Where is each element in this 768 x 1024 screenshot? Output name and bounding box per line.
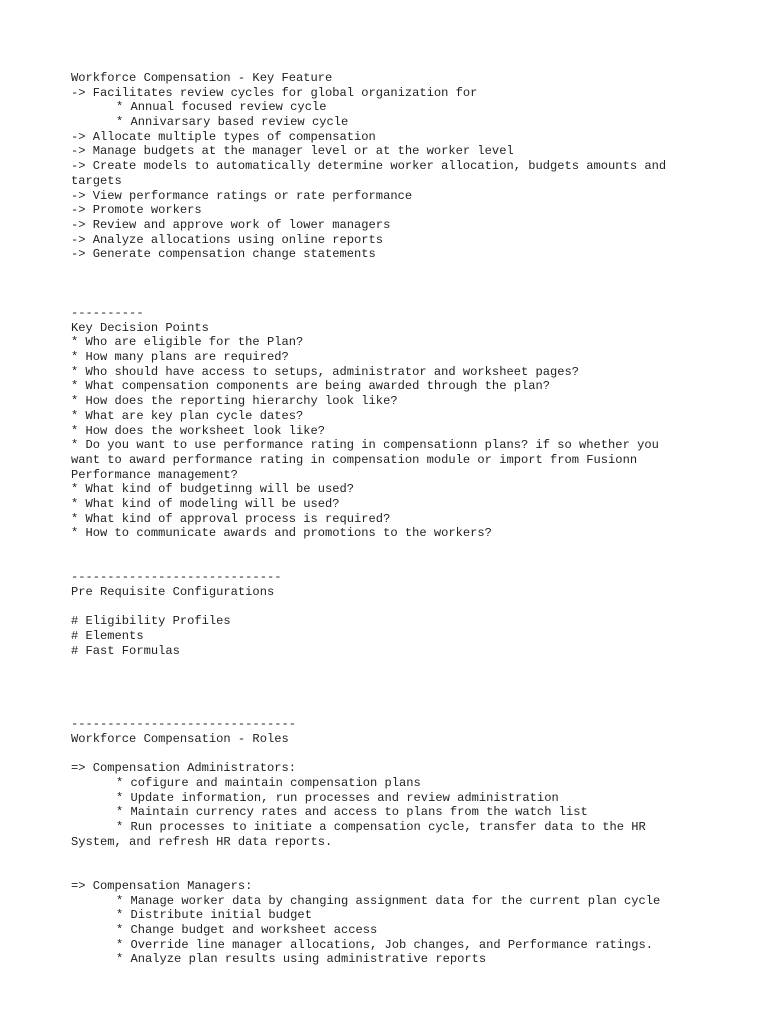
text-line: * How does the worksheet look like? [71, 423, 326, 438]
blank-line [71, 864, 711, 879]
blank-line [71, 277, 711, 292]
text-line: * What kind of modeling will be used? [71, 496, 340, 511]
blank-line [71, 291, 711, 306]
text-line: => Compensation Managers: [71, 878, 253, 893]
text-line: ----------------------------- [71, 570, 282, 585]
text-line: * Change budget and worksheet access [116, 922, 378, 937]
text-line: want to award performance rating in compensation module or import from Fusionn [71, 452, 638, 467]
text-line: Workforce Compensation - Key Feature [71, 71, 333, 85]
document-page [71, 71, 711, 967]
blank-line [71, 688, 711, 703]
text-line: * cofigure and maintain compensation plans [116, 776, 421, 790]
text-line: => Compensation Administrators: [71, 761, 296, 776]
text-line: * Run processes to initiate a compensation cycle, transfer data to the HR [116, 820, 646, 835]
text-line: * Manage worker data by changing assignment data for the current plan cycle [116, 893, 661, 908]
blank-line [71, 703, 711, 718]
text-line: * Do you want to use performance rating in compensationn plans? if so whether you [71, 438, 659, 453]
text-line: -> Create models to automatically determine worker allocation, budgets amounts and [71, 159, 667, 174]
text-line: Workforce Compensation - Roles [71, 731, 289, 746]
text-line: * How to communicate awards and promotions to the workers? [71, 526, 492, 541]
blank-line [71, 849, 711, 864]
blank-line [71, 262, 711, 277]
text-line: * Override line manager allocations, Job changes, and Performance ratings. [116, 937, 654, 952]
text-line: -> Facilitates review cycles for global organization for [71, 85, 478, 100]
text-line: * What compensation components are being awarded through the plan? [71, 379, 550, 394]
text-line: Performance management? [71, 467, 238, 482]
text-line: * What kind of budgetinng will be used? [71, 482, 355, 497]
text-line: -> Promote workers [71, 203, 202, 218]
text-line: -> Review and approve work of lower managers [71, 217, 391, 232]
text-line: -> Analyze allocations using online reports [71, 232, 384, 247]
text-line: * Annual focused review cycle [116, 100, 327, 115]
text-line: * How does the reporting hierarchy look like? [71, 394, 398, 409]
text-line: * Update information, run processes and review administration [116, 790, 559, 805]
text-line: Pre Requisite Configurations [71, 585, 275, 600]
text-line: -> View performance ratings or rate performance [71, 188, 413, 203]
blank-line [71, 541, 711, 556]
text-line: -> Allocate multiple types of compensation [71, 129, 376, 144]
text-line: ---------- [71, 306, 144, 320]
text-line: * Who should have access to setups, administrator and worksheet pages? [71, 364, 580, 379]
blank-line [71, 556, 711, 571]
text-line: targets [71, 173, 122, 188]
text-line: * Who are eligible for the Plan? [71, 335, 304, 350]
text-line: # Elements [71, 629, 144, 644]
text-line: # Eligibility Profiles [71, 614, 231, 629]
blank-line [71, 600, 711, 615]
text-line: Key Decision Points [71, 320, 209, 335]
text-line: System, and refresh HR data reports. [71, 834, 333, 849]
text-line: * What are key plan cycle dates? [71, 408, 304, 423]
text-line: * Distribute initial budget [116, 908, 312, 923]
blank-line [71, 747, 711, 762]
text-line: ------------------------------- [71, 717, 296, 732]
text-line: * Annivarsary based review cycle [116, 115, 349, 130]
text-line: * What kind of approval process is required? [71, 511, 391, 526]
blank-line [71, 659, 711, 674]
text-line: * How many plans are required? [71, 350, 289, 365]
text-line: -> Manage budgets at the manager level or at the worker level [71, 144, 514, 159]
text-line: * Maintain currency rates and access to plans from the watch list [116, 805, 588, 820]
text-line: # Fast Formulas [71, 643, 180, 658]
text-line: -> Generate compensation change statements [71, 247, 376, 262]
text-line: * Analyze plan results using administrative reports [116, 952, 487, 967]
blank-line [71, 673, 711, 688]
